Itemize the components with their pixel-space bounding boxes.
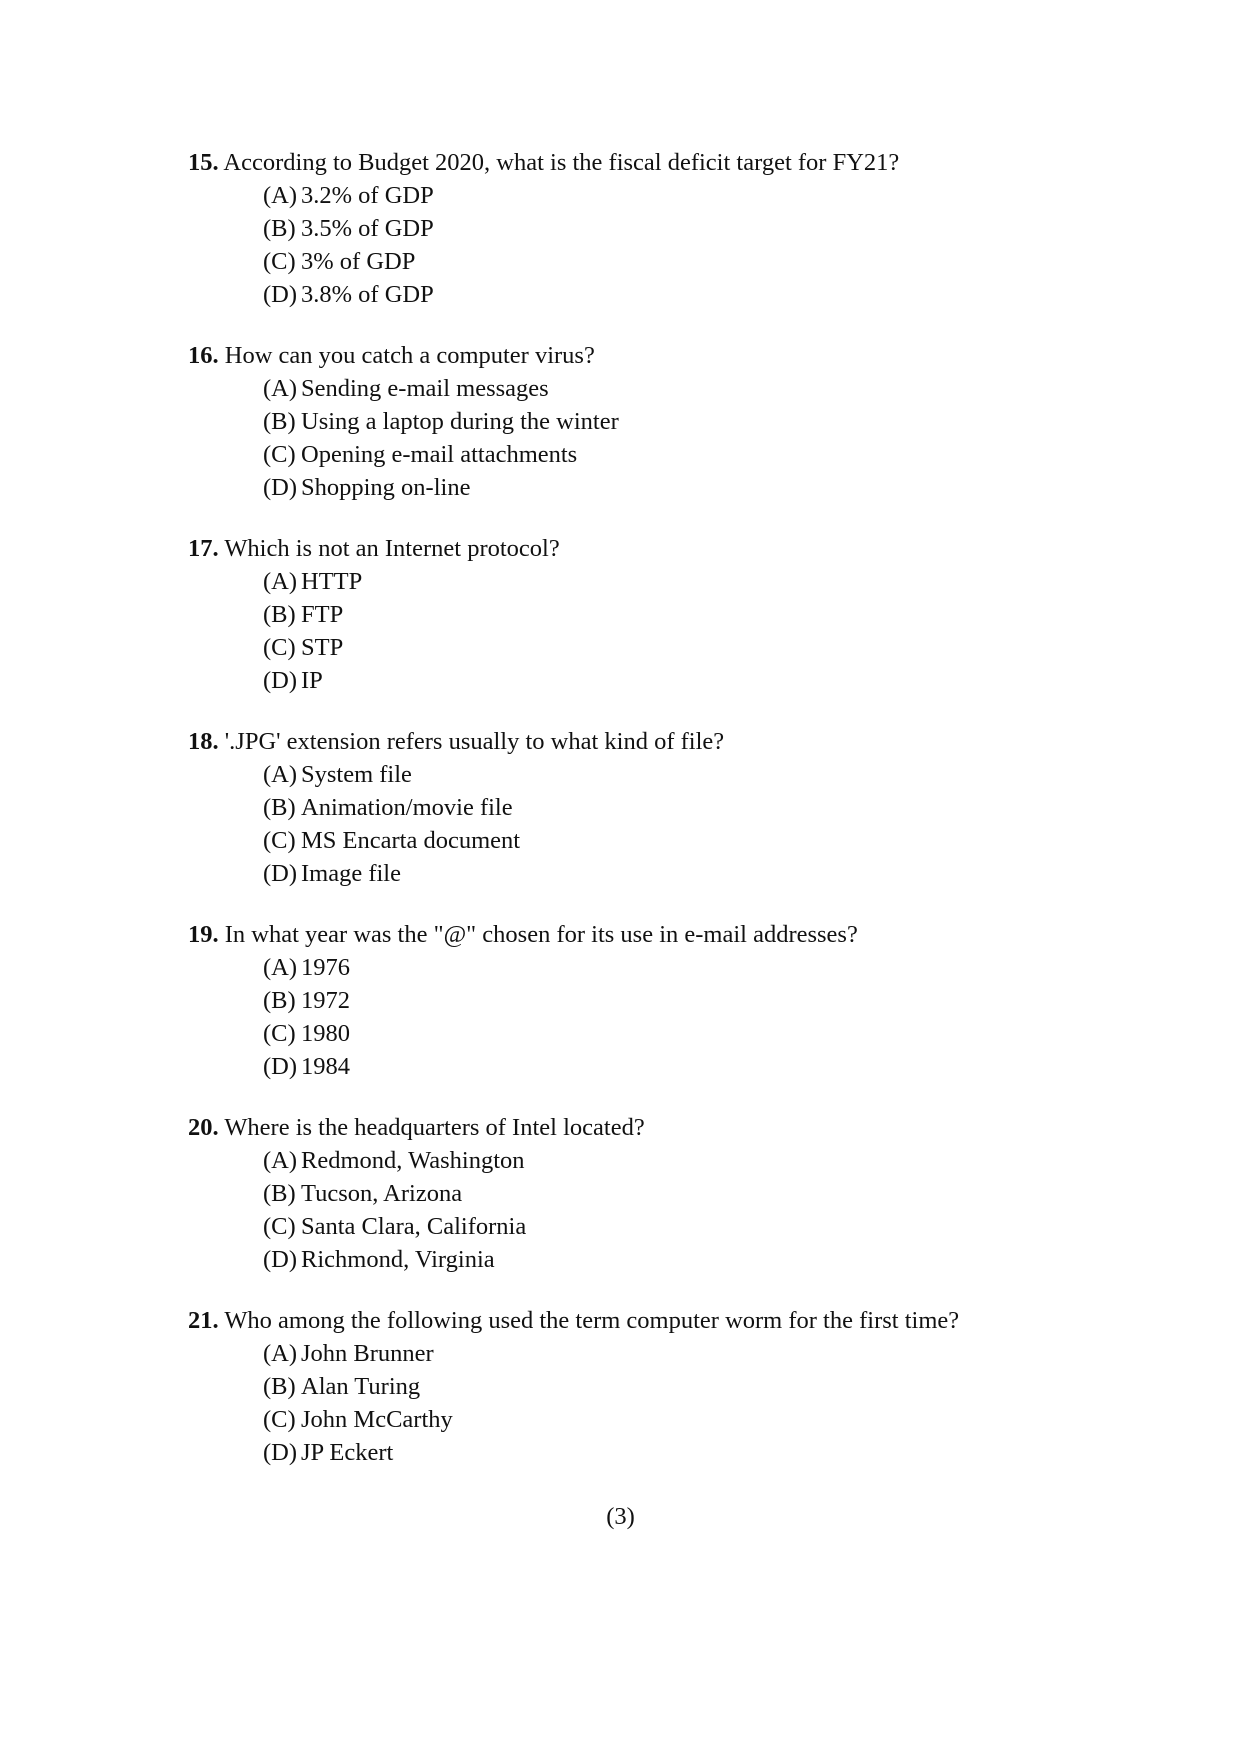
option-c [263, 438, 1168, 471]
option-text: Using a laptop during the winter [301, 408, 619, 435]
option-list [188, 1144, 1168, 1276]
option-label: (A) [263, 1147, 298, 1174]
option-label: (A) [263, 1340, 298, 1367]
option-label: (B) [263, 215, 296, 242]
option-a [263, 758, 1168, 791]
option-text: Sending e-mail messages [301, 375, 549, 402]
question-number: 17. [188, 535, 219, 562]
option-text: Tucson, Arizona [301, 1180, 463, 1207]
option-a [263, 951, 1168, 984]
option-label: (C) [263, 441, 296, 468]
question-stem [188, 146, 1168, 179]
page-number: (3) [606, 1503, 635, 1530]
option-text: HTTP [301, 568, 363, 595]
question-text: How can you catch a computer virus? [224, 342, 595, 369]
option-label: (C) [263, 1213, 296, 1240]
question-number: 16. [188, 342, 219, 369]
option-a [263, 565, 1168, 598]
option-list [188, 372, 1168, 504]
question-list [188, 146, 1168, 1497]
option-label: (C) [263, 1406, 296, 1433]
option-text: Shopping on-line [301, 474, 471, 501]
option-c [263, 245, 1168, 278]
option-b [263, 405, 1168, 438]
option-b [263, 598, 1168, 631]
question-stem [188, 532, 1168, 565]
question-text: Where is the headquarters of Intel located? [224, 1114, 645, 1141]
option-label: (C) [263, 634, 296, 661]
option-c [263, 1017, 1168, 1050]
option-text: MS Encarta document [301, 827, 521, 854]
option-d [263, 857, 1168, 890]
question-20 [188, 1111, 1168, 1276]
option-text: John Brunner [301, 1340, 434, 1367]
option-b [263, 1177, 1168, 1210]
question-stem [188, 339, 1168, 372]
option-text: Alan Turing [301, 1373, 421, 1400]
option-label: (A) [263, 954, 298, 981]
option-text: John McCarthy [301, 1406, 453, 1433]
option-label: (D) [263, 281, 298, 308]
option-label: (D) [263, 1439, 298, 1466]
option-label: (C) [263, 827, 296, 854]
option-label: (B) [263, 794, 296, 821]
option-c [263, 824, 1168, 857]
question-text: Which is not an Internet protocol? [224, 535, 560, 562]
option-text: Opening e-mail attachments [301, 441, 578, 468]
option-d [263, 1050, 1168, 1083]
option-b [263, 1370, 1168, 1403]
question-15 [188, 146, 1168, 311]
option-label: (D) [263, 667, 298, 694]
option-label: (B) [263, 1373, 296, 1400]
option-text: 3.2% of GDP [301, 182, 434, 209]
question-21 [188, 1304, 1168, 1469]
option-text: FTP [301, 601, 344, 628]
option-b [263, 984, 1168, 1017]
question-16 [188, 339, 1168, 504]
option-label: (A) [263, 182, 298, 209]
question-number: 19. [188, 921, 219, 948]
question-number: 15. [188, 149, 219, 176]
option-label: (A) [263, 761, 298, 788]
option-list [188, 179, 1168, 311]
option-label: (D) [263, 474, 298, 501]
question-stem [188, 1304, 1168, 1337]
question-17 [188, 532, 1168, 697]
option-c [263, 631, 1168, 664]
option-d [263, 1436, 1168, 1469]
option-a [263, 372, 1168, 405]
option-label: (B) [263, 408, 296, 435]
option-text: IP [301, 667, 323, 694]
option-list [188, 565, 1168, 697]
question-number: 20. [188, 1114, 219, 1141]
option-text: JP Eckert [301, 1439, 394, 1466]
option-c [263, 1403, 1168, 1436]
question-19 [188, 918, 1168, 1083]
question-stem [188, 1111, 1168, 1144]
option-d [263, 278, 1168, 311]
option-text: 3.8% of GDP [301, 281, 434, 308]
option-label: (D) [263, 860, 298, 887]
option-label: (B) [263, 987, 296, 1014]
option-text: Santa Clara, California [301, 1213, 527, 1240]
question-stem [188, 918, 1168, 951]
option-a [263, 179, 1168, 212]
option-label: (A) [263, 568, 298, 595]
option-text: Image file [301, 860, 401, 887]
option-label: (B) [263, 601, 296, 628]
question-text: '.JPG' extension refers usually to what kind of file? [224, 728, 725, 755]
question-number: 21. [188, 1307, 219, 1334]
option-text: Richmond, Virginia [301, 1246, 495, 1273]
option-text: 1976 [301, 954, 350, 981]
option-label: (B) [263, 1180, 296, 1207]
option-list [188, 1337, 1168, 1469]
option-d [263, 471, 1168, 504]
option-b [263, 212, 1168, 245]
option-list [188, 951, 1168, 1083]
option-text: System file [301, 761, 412, 788]
question-18 [188, 725, 1168, 890]
option-label: (D) [263, 1246, 298, 1273]
question-text: Who among the following used the term computer worm for the first time? [224, 1307, 960, 1334]
option-d [263, 1243, 1168, 1276]
option-text: 1980 [301, 1020, 350, 1047]
question-number: 18. [188, 728, 219, 755]
option-d [263, 664, 1168, 697]
question-text: According to Budget 2020, what is the fiscal deficit target for FY21? [223, 149, 900, 176]
option-list [188, 758, 1168, 890]
option-a [263, 1337, 1168, 1370]
option-text: Redmond, Washington [301, 1147, 525, 1174]
option-label: (C) [263, 1020, 296, 1047]
option-b [263, 791, 1168, 824]
option-text: STP [301, 634, 344, 661]
option-text: 1984 [301, 1053, 350, 1080]
question-stem [188, 725, 1168, 758]
option-text: 1972 [301, 987, 350, 1014]
option-text: Animation/movie file [301, 794, 513, 821]
option-c [263, 1210, 1168, 1243]
option-a [263, 1144, 1168, 1177]
option-label: (A) [263, 375, 298, 402]
question-text: In what year was the "@" chosen for its use in e-mail addresses? [224, 921, 858, 948]
option-text: 3.5% of GDP [301, 215, 434, 242]
option-label: (D) [263, 1053, 298, 1080]
option-label: (C) [263, 248, 296, 275]
option-text: 3% of GDP [301, 248, 416, 275]
